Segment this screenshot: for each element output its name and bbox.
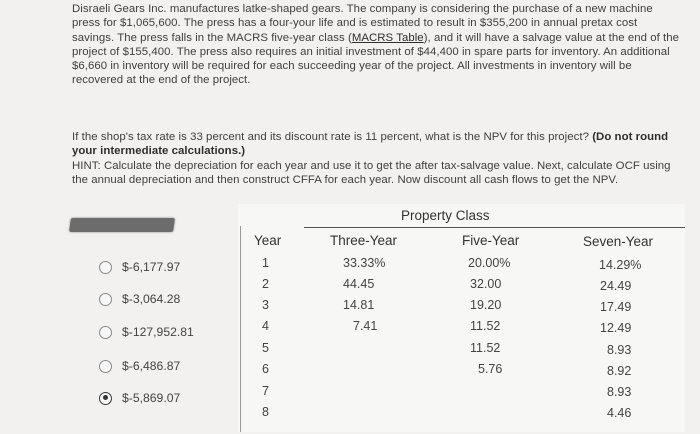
answer-option-label: $-6,486.87 [122,359,181,373]
answer-option[interactable] [99,357,180,375]
radio-button[interactable] [99,293,112,306]
seven-year-cell: 8.93 [607,385,632,399]
header-seven-year: Seven-Year [583,234,654,249]
radio-button[interactable] [99,360,112,373]
seven-year-cell: 14.29% [599,258,642,272]
macrs-table [238,204,685,432]
year-cell: 6 [262,362,269,376]
seven-year-cell: 8.92 [607,364,632,378]
problem-text-start: Disraeli Gears Inc. manufactures latke-shaped gears. The company is considering the purchase of a new machine press for $1,065,600. The press has a four-your life and is estimated to result in $355,200 in annual pretax cost savings. The press falls in the MACRS five-year class ( [72,3,653,44]
answer-option[interactable] [99,258,180,276]
answer-option[interactable] [99,323,194,341]
title-rule [304,227,685,228]
answer-option-selected[interactable] [99,389,180,407]
three-year-cell: 7.41 [353,319,378,333]
question-text: If the shop's tax rate is 33 percent and its discount rate is 11 percent, what is the NPV for this project? [72,131,593,143]
year-cell: 7 [262,384,269,398]
three-year-cell: 33.33% [343,256,386,270]
answer-option-label: $-5,869.07 [122,391,181,405]
question-block [72,130,682,187]
seven-year-cell: 24.49 [600,279,632,293]
year-cell: 8 [262,405,269,419]
five-year-cell: 20.00% [468,256,511,270]
seven-year-cell: 17.49 [600,300,632,314]
five-year-cell: 32.00 [470,277,502,291]
seven-year-cell: 8.93 [607,343,632,357]
answer-option-label: $-6,177.97 [122,260,181,274]
table-left-rule [240,226,241,432]
problem-statement [72,2,682,88]
header-five-year: Five-Year [462,233,520,248]
radio-button[interactable] [99,261,112,274]
year-cell: 5 [262,341,269,355]
problem-text-end: ), and it will have a salvage value at the end of the project of $155,400. The press also requires an initial investment of $44,400 in spare parts for inventory. An additional $6,660 in inventory will be required for each succeeding year of the project. All investments in inventory will be recovered at the end of the project. [72,31,679,87]
year-cell: 3 [262,298,269,312]
table-title: Property Class [401,208,490,223]
five-year-cell: 19.20 [470,298,502,312]
year-cell: 4 [262,319,269,333]
radio-button-selected[interactable] [99,392,112,405]
redacted-label [69,218,175,232]
hint-text: HINT: Calculate the depreciation for each year and use it to get the after tax-salvage value. Next, calculate OCF using the annual depreciation and then construct CFFA for each year. Now discount all cash flows to get the NPV. [72,159,671,186]
five-year-cell: 5.76 [478,362,503,376]
answer-option-label: $-127,952.81 [122,325,194,339]
answer-option[interactable] [99,290,180,308]
seven-year-cell: 4.46 [607,406,632,420]
five-year-cell: 11.52 [470,319,501,333]
header-year: Year [254,233,282,248]
three-year-cell: 14.81 [343,298,375,312]
radio-button[interactable] [99,326,112,339]
five-year-cell: 11.52 [470,341,501,355]
three-year-cell: 44.45 [343,277,375,291]
seven-year-cell: 12.49 [600,321,632,335]
year-cell: 1 [262,256,269,270]
macrs-table-link[interactable]: MACRS Table [351,31,424,44]
answer-option-label: $-3,064.28 [122,292,181,306]
year-cell: 2 [262,277,269,291]
header-three-year: Three-Year [330,233,398,248]
question-note: (Do not round your intermediate calculations.) [72,131,669,158]
